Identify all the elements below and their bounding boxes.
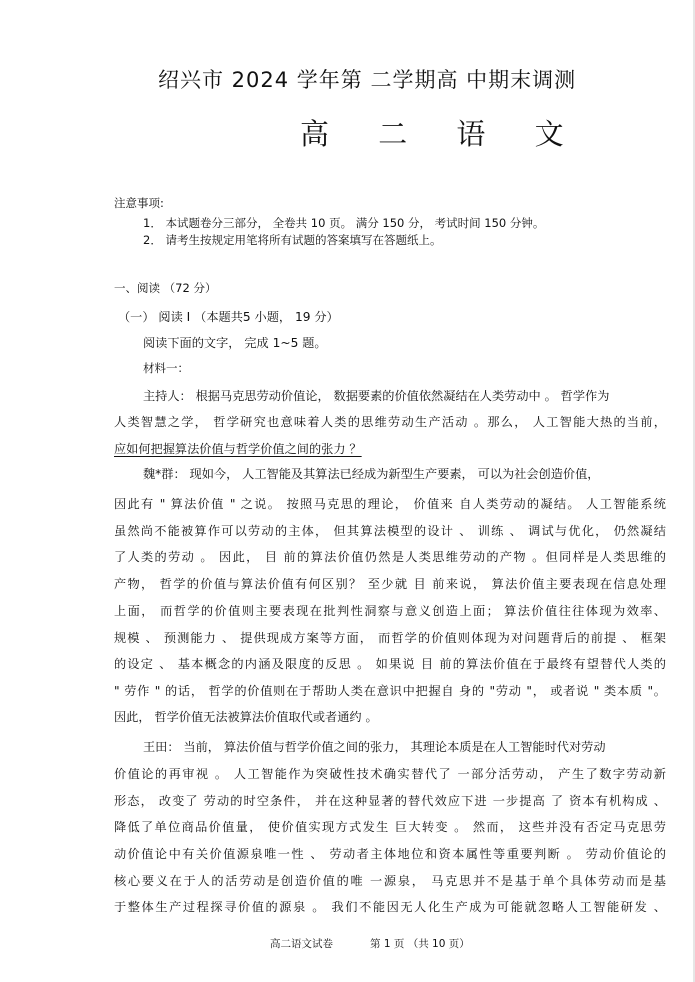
paragraph-line: 产物， 哲学的价值与算法价值有何区别？ 至少就 目 前来说， 算法价值主要表现在信息处理 (114, 577, 666, 591)
paragraph-line: 王田： 当前， 算法价值与哲学价值之间的张力， 其理论本质是在人工智能时代对劳动 (143, 740, 606, 754)
paragraph-line: 了人类的劳动 。 因此， 目 前的算法价值仍然是人类思维劳动的产物 。但同样是人类思维的 (114, 550, 666, 564)
footer-doc-name: 高二语文试卷 (270, 938, 333, 950)
paragraph-line: 规模 、 预测能力 、 提供现成方案等方面， 而哲学的价值则体现为对问题背后的前提 、 框架 (114, 631, 666, 645)
paragraph-line: 因此有 " 算法价值 " 之说。 按照马克思的理论， 价值来 自人类劳动的凝结。 人工智能系统 (114, 497, 666, 511)
subject-title: 高 二 语 文 (300, 117, 584, 151)
section-heading: 一、阅读 （72 分） (114, 281, 217, 295)
paragraph-line: 动价值论中有关价值源泉唯一性 、 劳动者主体地位和资本属性等重要判断 。 劳动价值论的 (114, 847, 666, 861)
paragraph-line-question: 应如何把握算法价值与哲学价值之间的张力 ？ (114, 442, 362, 456)
material-label: 材料一： (143, 361, 189, 375)
paragraph-line: 主持人： 根据马克思劳动价值论， 数据要素的价值依然凝结在人类劳动中 。 哲学作为 (143, 389, 610, 403)
notice-heading: 注意事项: (114, 196, 164, 210)
paragraph-line: 的设定 、 基本概念的内涵及限度的反思 。 如果说 目 前的算法价值在于最终有望替代人类的 (114, 657, 666, 671)
paragraph-line: 形态， 改变了 劳动的时空条件， 并在这种显著的替代效应下进 一步提高 了 资本有机构成 、 (114, 794, 666, 808)
exam-title: 绍兴市 2024 学年第 二学期高 中期末调测 (158, 68, 577, 92)
notice-item-1: 1． 本试题卷分三部分， 全卷共 10 页。 满分 150 分， 考试时间 150 分钟。 (143, 216, 545, 230)
paragraph-line: 上面， 而哲学的价值则主要表现在批判性洞察与意义创造上面； 算法价值往往体现为效率、 (114, 604, 666, 618)
paragraph-line: 因此， 哲学价值无法被算法价值取代或者通约 。 (114, 710, 378, 724)
paragraph-line: 魏*群： 现如今， 人工智能及其算法已经成为新型生产要素， 可以为社会创造价值， (143, 467, 600, 481)
sub-section-heading: （一） 阅读 I （本题共5 小题， 19 分） (118, 310, 339, 324)
notice-item-2: 2． 请考生按规定用笔将所有试题的答案填写在答题纸上。 (143, 233, 442, 247)
instruction: 阅读下面的文字， 完成 1~5 题。 (143, 336, 327, 350)
paragraph-line: 于整体生产过程探寻价值的源泉 。 我们不能因无人化生产成为可能就忽略人工智能研发 、 (114, 900, 666, 914)
paragraph-line: 核心要义在于人的活劳动是创造价值的唯 一源泉， 马克思并不是基于单个具体劳动而是基 (114, 874, 666, 888)
paragraph-line: 虽然尚不能被算作可以劳动的主体， 但其算法模型的设计 、 训练 、 调试与优化， 仍然凝结 (114, 524, 666, 538)
paragraph-line: 人类智慧之学， 哲学研究也意味着人类的思维劳动生产活动 。那么， 人工智能大热的当前， (114, 415, 666, 429)
paragraph-line: " 劳作 " 的话， 哲学的价值则在于帮助人类在意识中把握自 身的 "劳动 "， 或者说 " 类本质 "。 (114, 684, 666, 698)
paragraph-line: 降低了单位商品价值量， 使价值实现方式发生 巨大转变 。 然而， 这些并没有否定马克思劳 (114, 820, 666, 834)
paragraph-line: 价值论的再审视 。 人工智能作为突破性技术确实替代了 一部分活劳动， 产生了数字劳动新 (114, 767, 666, 781)
footer-page-number: 第 1 页 （共 10 页） (370, 938, 470, 950)
